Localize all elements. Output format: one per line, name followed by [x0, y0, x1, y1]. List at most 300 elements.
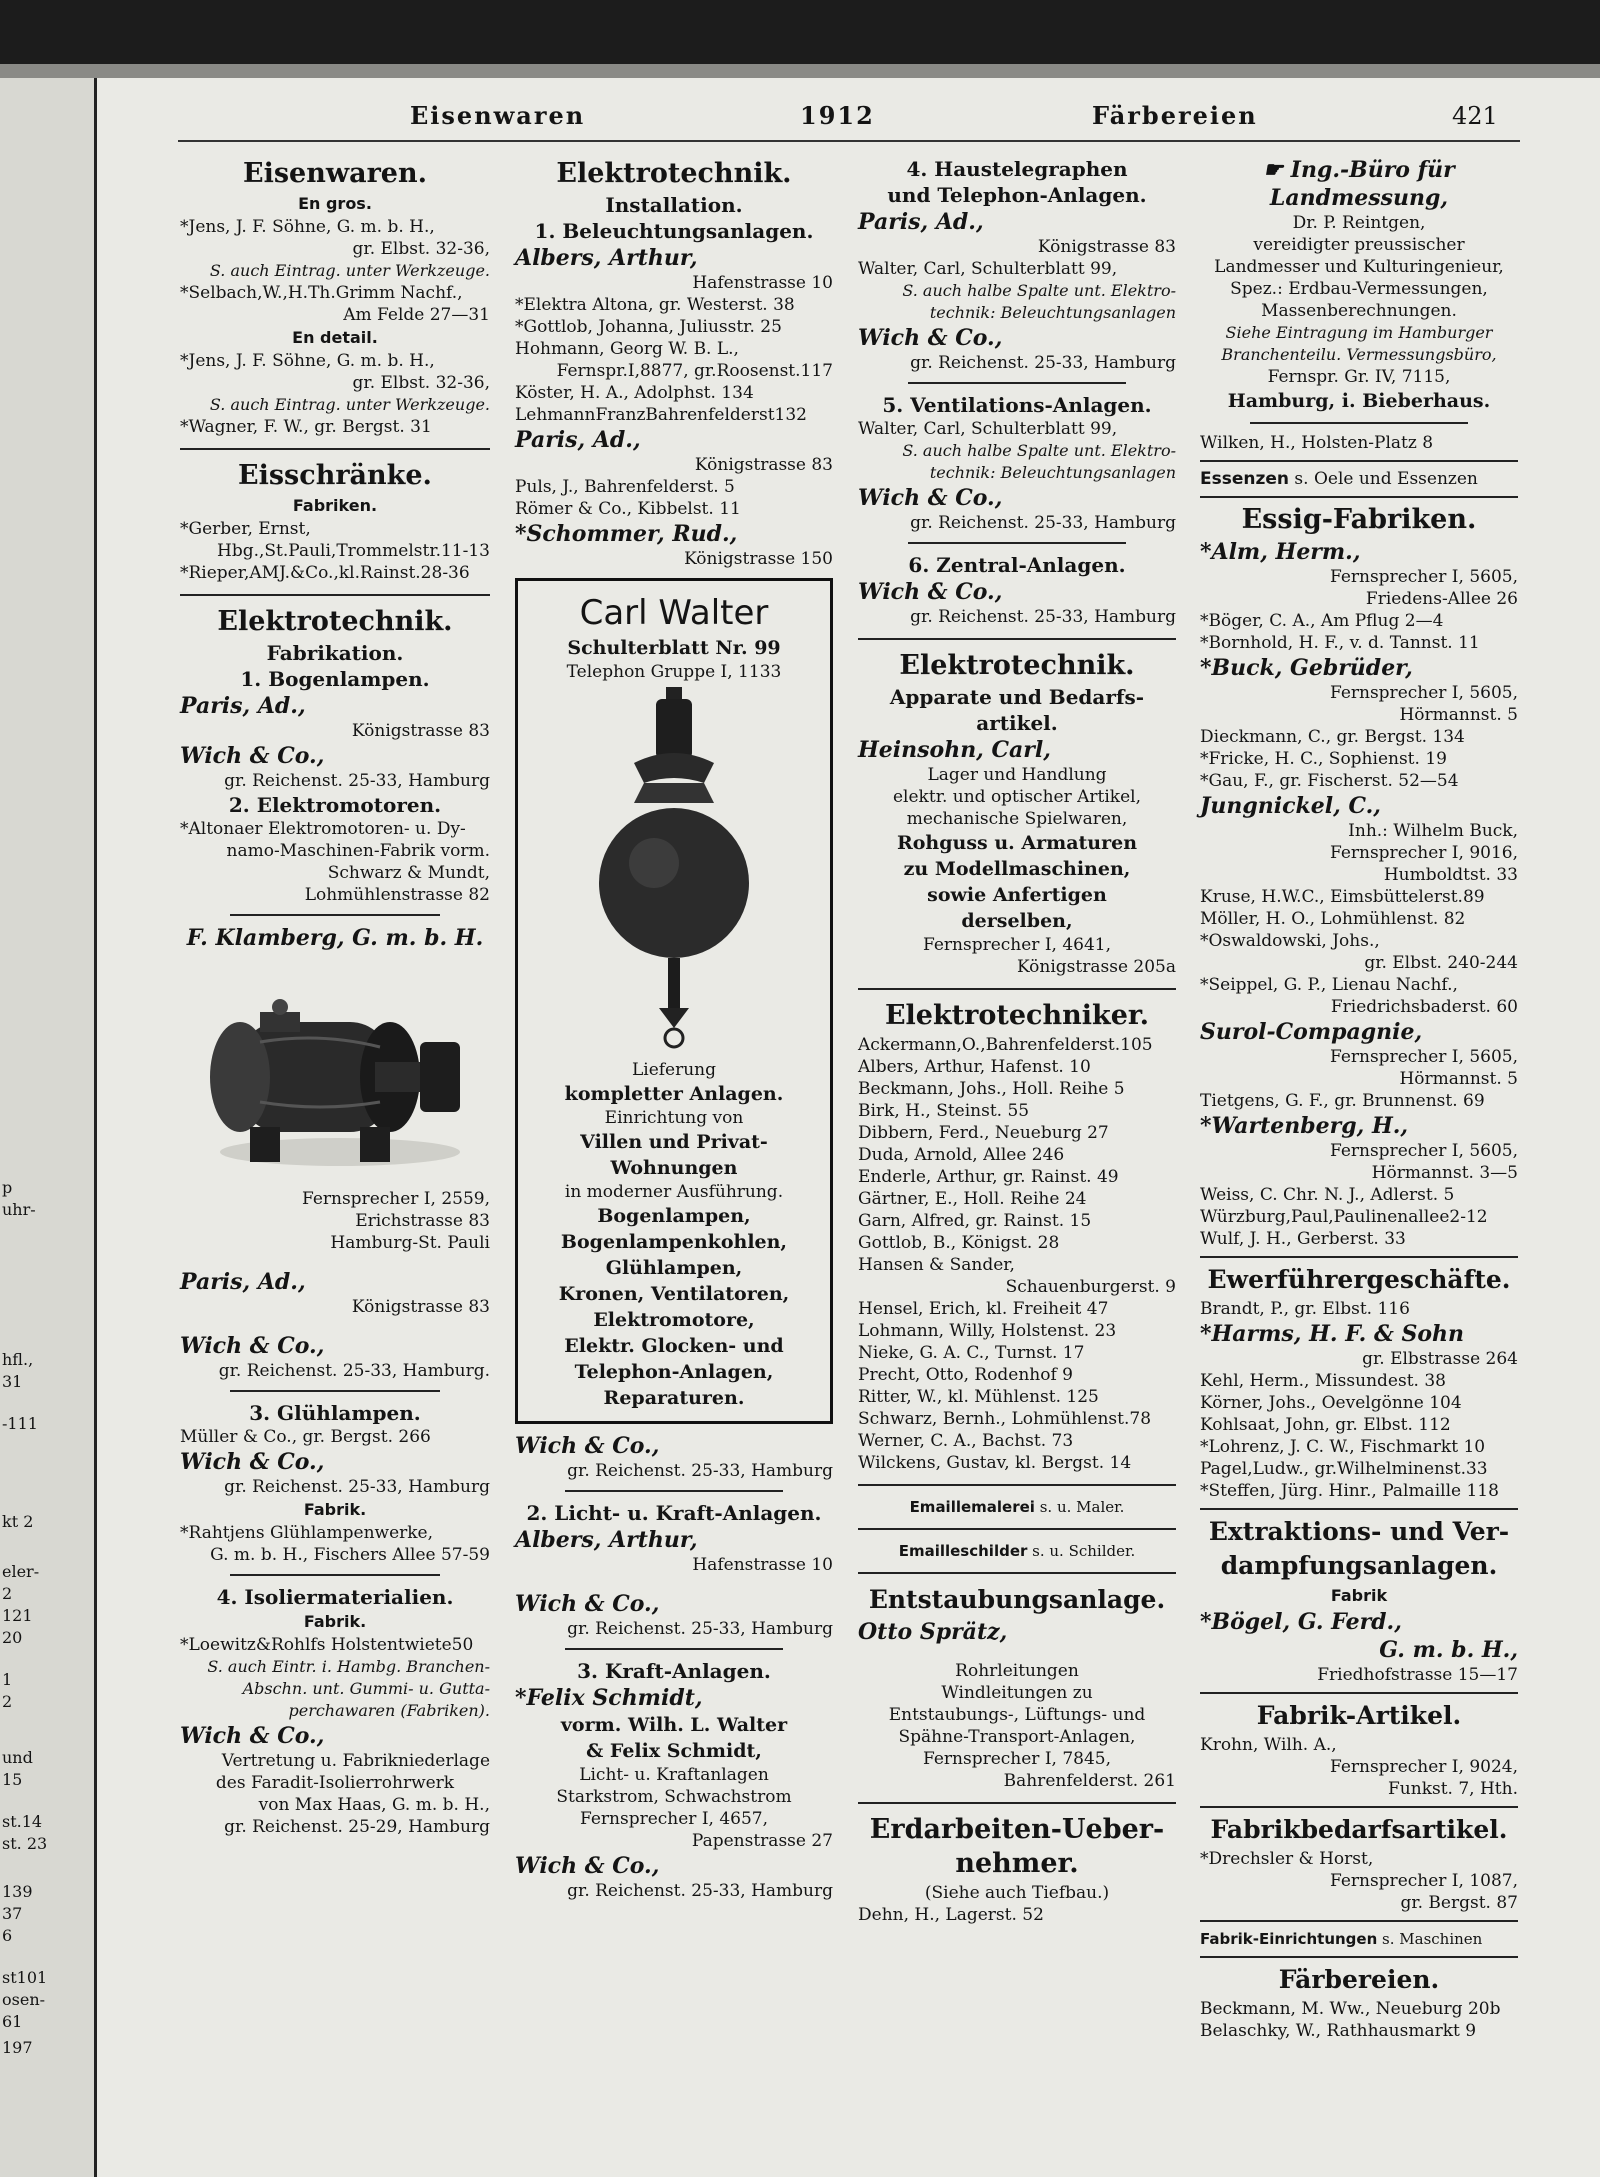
- section-title: Eisenwaren.: [242, 158, 428, 189]
- entry-line: *Oswaldowski, Johs.,: [1200, 931, 1380, 951]
- entry-line: technik: Beleuchtungsanlagen: [929, 463, 1176, 482]
- entry-line: *Gottlob, Johanna, Juliusstr. 25: [515, 317, 782, 337]
- firm-name: Paris, Ad.,: [180, 1269, 306, 1295]
- entry-line: Fernsprecher I, 1087,: [1329, 1871, 1518, 1891]
- entry-line: gr. Reichenst. 25-33, Hamburg: [567, 1461, 833, 1481]
- firm-name: *Schommer, Rud.,: [515, 521, 738, 547]
- subsection-title: 3. Kraft-Anlagen.: [577, 1659, 771, 1683]
- clip-text: st101: [2, 1968, 48, 1987]
- firm-name: Jungnickel, C.,: [1200, 793, 1381, 819]
- column-4: [1200, 156, 1518, 2042]
- entry-line: Walter, Carl, Schulterblatt 99,: [858, 259, 1118, 279]
- short-rule: [230, 1574, 440, 1576]
- clip-text: 2: [2, 1584, 13, 1603]
- entry-line: Starkstrom, Schwachstrom: [556, 1787, 792, 1807]
- running-head-year: 1912: [800, 101, 875, 130]
- entry-line: Hörmannst. 5: [1399, 705, 1518, 725]
- entry-line: Inh.: Wilhelm Buck,: [1348, 821, 1518, 841]
- entry-line: Licht- u. Kraftanlagen: [579, 1765, 769, 1785]
- subsection-title: 4. Isoliermaterialien.: [216, 1585, 454, 1609]
- short-rule: [230, 914, 440, 916]
- firm-name: *Harms, H. F. & Sohn: [1200, 1321, 1465, 1347]
- entry-line: Humboldtst. 33: [1383, 865, 1518, 885]
- section-title: Elektrotechnik.: [899, 650, 1135, 681]
- clip-text: 37: [2, 1904, 23, 1923]
- clip-text: 2: [2, 1692, 13, 1711]
- entry-line: Enderle, Arthur, gr. Rainst. 49: [858, 1167, 1119, 1187]
- subsection-title: Fabrikation.: [266, 641, 404, 665]
- firm-name: Wich & Co.,: [858, 485, 1003, 511]
- entry-line: Werner, C. A., Bachst. 73: [858, 1431, 1074, 1451]
- entry-line: Rohguss u. Armaturen: [896, 832, 1138, 854]
- clip-text: 20: [2, 1628, 23, 1647]
- section-title: Färbereien.: [1278, 1965, 1440, 1994]
- entry-line: gr. Elbst. 32-36,: [352, 373, 490, 393]
- entry-line: *Fricke, H. C., Sophienst. 19: [1200, 749, 1447, 769]
- clip-text: st.14: [2, 1812, 43, 1831]
- entry-line: Fernsprecher I, 4641,: [922, 935, 1112, 955]
- subsection-title: Fabrik: [1330, 1586, 1388, 1605]
- firm-name: G. m. b. H.,: [1379, 1637, 1518, 1663]
- section-rule: [1200, 1508, 1518, 1510]
- entry-line: gr. Elbstrasse 264: [1362, 1349, 1518, 1369]
- section-rule: [858, 638, 1176, 640]
- entry-line: Königstrasse 205a: [1016, 957, 1176, 977]
- entry-line: Dibbern, Ferd., Neueburg 27: [858, 1123, 1109, 1143]
- running-head-right: Färbereien: [1092, 101, 1258, 130]
- entry-line: *Altonaer Elektromotoren- u. Dy-: [180, 819, 466, 839]
- entry-line: Lohmühlenstrasse 82: [304, 885, 490, 905]
- running-head-left: Eisenwaren: [410, 101, 586, 130]
- entry-line: Beckmann, Johs., Holl. Reihe 5: [858, 1079, 1125, 1099]
- entry-line: Königstrasse 150: [684, 549, 833, 569]
- entry-line: Am Felde 27—31: [343, 305, 490, 325]
- entry-line: Dehn, H., Lagerst. 52: [858, 1905, 1044, 1925]
- entry-line: Müller & Co., gr. Bergst. 266: [180, 1427, 431, 1447]
- firm-name: Wich & Co.,: [515, 1433, 660, 1459]
- section-rule: [1200, 1920, 1518, 1922]
- entry-line: Hamburg, i. Bieberhaus.: [1227, 390, 1491, 412]
- scan-top-border: [0, 0, 1600, 78]
- firm-name: Wich & Co.,: [180, 1449, 325, 1475]
- entry-line: Beckmann, M. Ww., Neueburg 20b: [1200, 1999, 1501, 2019]
- entry-line: *Jens, J. F. Söhne, G. m. b. H.,: [180, 351, 435, 371]
- column-1: [180, 156, 490, 1838]
- entry-line: Hafenstrasse 10: [692, 1555, 833, 1575]
- entry-line: Gottlob, B., Königst. 28: [858, 1233, 1060, 1253]
- subsection-title: 5. Ventilations-Anlagen.: [882, 393, 1152, 417]
- advert-line: Elektromotore,: [593, 1309, 755, 1331]
- entry-line: Wilken, H., Holsten-Platz 8: [1200, 433, 1434, 453]
- entry-line: Hbg.,St.Pauli,Trommelstr.11-13: [217, 541, 490, 561]
- section-title: Elektrotechnik.: [556, 158, 792, 189]
- entry-line: LehmannFranzBahrenfelderst132: [515, 405, 807, 425]
- entry-line: Kohlsaat, John, gr. Elbst. 112: [1200, 1415, 1451, 1435]
- entry-line: Hohmann, Georg W. B. L.,: [515, 339, 739, 359]
- section-title: Elektrotechniker.: [884, 1000, 1150, 1031]
- subsection-title: 4. Haustelegraphen: [906, 157, 1128, 181]
- firm-name: Albers, Arthur,: [515, 1527, 698, 1553]
- section-rule: [180, 448, 490, 450]
- advert-line: Bogenlampen,: [597, 1205, 751, 1227]
- firm-name: Wich & Co.,: [858, 579, 1003, 605]
- firm-name: Landmessung,: [1269, 185, 1449, 211]
- subsection-title: artikel.: [976, 711, 1058, 735]
- entry-line: derselben,: [961, 910, 1073, 932]
- short-rule: [230, 1390, 440, 1392]
- entry-line: Brandt, P., gr. Elbst. 116: [1200, 1299, 1410, 1319]
- firm-name: *Wartenberg, H.,: [1200, 1113, 1409, 1139]
- page-number: 421: [1452, 102, 1498, 130]
- entry-line: Ackermann,O.,Bahrenfelderst.105: [858, 1035, 1153, 1055]
- entry-line: sowie Anfertigen: [927, 884, 1107, 906]
- column-2: [515, 156, 833, 1902]
- entry-line: Gärtner, E., Holl. Reihe 24: [858, 1189, 1087, 1209]
- section-rule: [858, 1802, 1176, 1804]
- entry-line: *Seippel, G. P., Lienau Nachf.,: [1200, 975, 1458, 995]
- firm-name: Wich & Co.,: [180, 743, 325, 769]
- entry-line: *Gerber, Ernst,: [180, 519, 311, 539]
- section-rule: [1200, 460, 1518, 462]
- cross-reference: Emailleschilder s. u. Schilder.: [898, 1542, 1136, 1560]
- entry-line: namo-Maschinen-Fabrik vorm.: [226, 841, 490, 861]
- section-rule: [180, 594, 490, 596]
- entry-line: des Faradit-Isolierrohrwerk: [215, 1773, 455, 1793]
- entry-line: gr. Reichenst. 25-33, Hamburg: [910, 607, 1176, 627]
- subsection-title: Fabrik.: [303, 1500, 367, 1519]
- advert-line: Bogenlampenkohlen,: [560, 1231, 788, 1253]
- firm-name: Paris, Ad.,: [180, 693, 306, 719]
- pointing-hand-icon: ☛: [1263, 157, 1291, 183]
- short-rule: [565, 1490, 783, 1492]
- entry-line: Hamburg-St. Pauli: [330, 1233, 490, 1253]
- clip-text: 121: [2, 1606, 33, 1625]
- entry-line: Spez.: Erdbau-Vermessungen,: [1230, 279, 1488, 299]
- carl-walter-advert: [515, 578, 833, 1424]
- entry-line: Albers, Arthur, Hafenst. 10: [858, 1057, 1091, 1077]
- firm-name: Wich & Co.,: [180, 1723, 325, 1749]
- entry-line: Hörmannst. 5: [1399, 1069, 1518, 1089]
- advert-line: Villen und Privat-: [580, 1131, 768, 1153]
- advert-line: Telephon Gruppe I, 1133: [566, 662, 782, 682]
- entry-line: Fernsprecher I, 5605,: [1329, 1047, 1518, 1067]
- entry-line: Königstrasse 83: [351, 1297, 490, 1317]
- entry-line: Fernsprecher I, 5605,: [1329, 567, 1518, 587]
- section-title: Entstaubungsanlage.: [868, 1585, 1166, 1614]
- entry-line: Landmesser und Kulturingenieur,: [1214, 257, 1504, 277]
- entry-line: Fernsprecher I, 5605,: [1329, 683, 1518, 703]
- advert-line: Glühlampen,: [605, 1257, 743, 1279]
- cross-reference: Fabrik-Einrichtungen s. Maschinen: [1200, 1930, 1483, 1948]
- entry-line: Krohn, Wilh. A.,: [1200, 1735, 1337, 1755]
- advert-line: Schulterblatt Nr. 99: [567, 637, 781, 659]
- entry-line: Möller, H. O., Lohmühlenst. 82: [1200, 909, 1466, 929]
- entry-line: Königstrasse 83: [351, 721, 490, 741]
- advert-line: Kronen, Ventilatoren,: [558, 1283, 790, 1305]
- firm-name: Wich & Co.,: [180, 1333, 325, 1359]
- entry-line: Pagel,Ludw., gr.Wilhelminenst.33: [1200, 1459, 1488, 1479]
- short-rule: [908, 382, 1126, 384]
- entry-line: Duda, Arnold, Allee 246: [858, 1145, 1065, 1165]
- entry-line: S. auch Eintr. i. Hambg. Branchen-: [207, 1657, 490, 1676]
- entry-line: *Drechsler & Horst,: [1200, 1849, 1374, 1869]
- advert-title: Carl Walter: [579, 593, 769, 633]
- firm-name: *Bögel, G. Ferd.,: [1200, 1609, 1402, 1635]
- cross-reference: Essenzen s. Oele und Essenzen: [1200, 469, 1478, 489]
- firm-name: F. Klamberg, G. m. b. H.: [186, 925, 484, 951]
- entry-line: Fernspr. Gr. IV, 7115,: [1267, 367, 1451, 387]
- entry-line: *Wagner, F. W., gr. Bergst. 31: [180, 417, 432, 437]
- entry-line: Tietgens, G. F., gr. Brunnenst. 69: [1200, 1091, 1485, 1111]
- clip-text: 6: [2, 1926, 13, 1945]
- clip-text: st. 23: [2, 1834, 48, 1853]
- entry-line: G. m. b. H., Fischers Allee 57-59: [210, 1545, 490, 1565]
- subsection-title: En gros.: [298, 194, 372, 213]
- clip-text: hfl.,: [2, 1350, 34, 1369]
- entry-line: Nieke, G. A. C., Turnst. 17: [858, 1343, 1085, 1363]
- subsection-title: Apparate und Bedarfs-: [889, 685, 1145, 709]
- firm-name: Surol-Compagnie,: [1200, 1019, 1423, 1045]
- entry-line: *Rieper,AMJ.&Co.,kl.Rainst.28-36: [180, 563, 470, 583]
- firm-name: *Felix Schmidt,: [515, 1685, 703, 1711]
- clip-text: 1: [2, 1670, 13, 1689]
- subsection-title: En detail.: [292, 328, 378, 347]
- clip-text: und: [2, 1748, 33, 1767]
- entry-line: Friedhofstrasse 15—17: [1317, 1665, 1518, 1685]
- entry-line: Hörmannst. 3—5: [1371, 1163, 1518, 1183]
- entry-line: S. auch Eintrag. unter Werkzeuge.: [209, 261, 490, 280]
- short-rule: [1250, 422, 1468, 424]
- subsection-title: Fabriken.: [292, 496, 378, 515]
- firm-name: Paris, Ad.,: [515, 427, 641, 453]
- entry-line: Dieckmann, C., gr. Bergst. 134: [1200, 727, 1465, 747]
- firm-name: Wich & Co.,: [515, 1591, 660, 1617]
- entry-line: Entstaubungs-, Lüftungs- und: [888, 1705, 1146, 1725]
- clip-text: p: [2, 1178, 13, 1197]
- entry-line: Hansen & Sander,: [858, 1255, 1015, 1275]
- clip-text: 61: [2, 2012, 23, 2031]
- entry-line: gr. Bergst. 87: [1400, 1893, 1518, 1913]
- entry-line: Fernsprecher I, 7845,: [922, 1749, 1112, 1769]
- entry-line: von Max Haas, G. m. b. H.,: [258, 1795, 490, 1815]
- entry-line: gr. Reichenst. 25-33, Hamburg: [567, 1881, 833, 1901]
- entry-line: Branchenteilu. Vermessungsbüro,: [1221, 345, 1497, 364]
- entry-line: *Jens, J. F. Söhne, G. m. b. H.,: [180, 217, 435, 237]
- entry-line: *Böger, C. A., Am Pflug 2—4: [1200, 611, 1444, 631]
- entry-line: Schauenburgerst. 9: [1005, 1277, 1176, 1297]
- entry-line: Belaschky, W., Rathhausmarkt 9: [1200, 2021, 1477, 2041]
- entry-line: Siehe Eintragung im Hamburger: [1225, 323, 1493, 342]
- clip-text: 197: [2, 2038, 33, 2057]
- section-rule: [858, 988, 1176, 990]
- firm-name: *Alm, Herm.,: [1200, 539, 1361, 565]
- entry-line: Lager und Handlung: [927, 765, 1107, 785]
- entry-line: *Lohrenz, J. C. W., Fischmarkt 10: [1200, 1437, 1486, 1457]
- entry-line: Birk, H., Steinst. 55: [858, 1101, 1030, 1121]
- entry-line: gr. Reichenst. 25-29, Hamburg: [224, 1817, 490, 1837]
- section-title: Fabrikbedarfsartikel.: [1210, 1815, 1508, 1844]
- advert-line: Wohnungen: [610, 1157, 738, 1179]
- clip-text: 31: [2, 1372, 23, 1391]
- entry-line: Körner, Johs., Oevelgönne 104: [1200, 1393, 1462, 1413]
- section-title: dampfungsanlagen.: [1220, 1551, 1498, 1580]
- entry-line: Fernsprecher I, 9024,: [1329, 1757, 1518, 1777]
- entry-line: gr. Reichenst. 25-33, Hamburg: [224, 1477, 490, 1497]
- subsection-title: Installation.: [605, 193, 743, 217]
- entry-line: *Steffen, Jürg. Hinr., Palmaille 118: [1200, 1481, 1499, 1501]
- section-title: Eisschränke.: [238, 460, 432, 491]
- clip-text: osen-: [2, 1990, 46, 2009]
- entry-line: technik: Beleuchtungsanlagen: [929, 303, 1176, 322]
- lamp-illustration: [574, 683, 774, 1053]
- entry-line: vereidigter preussischer: [1253, 235, 1465, 255]
- section-rule: [858, 1572, 1176, 1574]
- entry-line: Friedens-Allee 26: [1365, 589, 1518, 609]
- advert-line: Einrichtung von: [604, 1108, 744, 1128]
- entry-line: Köster, H. A., Adolphst. 134: [515, 383, 754, 403]
- advert-line: Telephon-Anlagen,: [574, 1361, 774, 1383]
- entry-line: *Elektra Altona, gr. Westerst. 38: [515, 295, 795, 315]
- entry-line: Massenberechnungen.: [1261, 301, 1457, 321]
- entry-line: gr. Reichenst. 25-33, Hamburg.: [218, 1361, 490, 1381]
- section-rule: [858, 1484, 1176, 1486]
- section-title: Erdarbeiten-Ueber-: [869, 1814, 1165, 1845]
- entry-line: Kruse, H.W.C., Eimsbüttelerst.89: [1200, 887, 1485, 907]
- subsection-title: 6. Zentral-Anlagen.: [908, 553, 1126, 577]
- advert-line: Elektr. Glocken- und: [564, 1335, 784, 1357]
- entry-line: Wilckens, Gustav, kl. Bergst. 14: [858, 1453, 1132, 1473]
- entry-line: *Gau, F., gr. Fischerst. 52—54: [1200, 771, 1459, 791]
- clip-text: 139: [2, 1882, 33, 1901]
- entry-line: Schwarz, Bernh., Lohmühlenst.78: [858, 1409, 1152, 1429]
- entry-line: Rohrleitungen: [955, 1661, 1079, 1681]
- clip-text: eler-: [2, 1562, 40, 1581]
- entry-line: Hafenstrasse 10: [692, 273, 833, 293]
- entry-line: Kehl, Herm., Missundest. 38: [1200, 1371, 1446, 1391]
- entry-line: gr. Reichenst. 25-33, Hamburg: [910, 353, 1176, 373]
- entry-line: Friedrichsbaderst. 60: [1330, 997, 1518, 1017]
- entry-line: Spähne-Transport-Anlagen,: [898, 1727, 1136, 1747]
- subsection-title: und Telephon-Anlagen.: [887, 183, 1147, 207]
- subsection-title: Fabrik.: [303, 1612, 367, 1631]
- header-rule: [178, 140, 1520, 142]
- entry-line: *Rahtjens Glühlampenwerke,: [180, 1523, 434, 1543]
- section-rule: [1200, 496, 1518, 498]
- entry-line: Ritter, W., kl. Mühlenst. 125: [858, 1387, 1099, 1407]
- entry-line: S. auch Eintrag. unter Werkzeuge.: [209, 395, 490, 414]
- entry-line: Römer & Co., Kibbelst. 11: [515, 499, 741, 519]
- page-gutter: [94, 78, 97, 2177]
- firm-name: Albers, Arthur,: [515, 245, 698, 271]
- entry-line: Lohmann, Willy, Holstenst. 23: [858, 1321, 1117, 1341]
- entry-line: & Felix Schmidt,: [586, 1740, 762, 1762]
- entry-line: Fernsprecher I, 2559,: [301, 1189, 490, 1209]
- entry-line: gr. Reichenst. 25-33, Hamburg: [224, 771, 490, 791]
- advert-line: kompletter Anlagen.: [564, 1083, 784, 1105]
- entry-line: Bahrenfelderst. 261: [1003, 1771, 1176, 1791]
- clip-text: 15: [2, 1770, 23, 1789]
- entry-line: Königstrasse 83: [694, 455, 833, 475]
- entry-line: Fernsprecher I, 5605,: [1329, 1141, 1518, 1161]
- clip-text: -111: [2, 1414, 38, 1433]
- cross-reference: Emaillemalerei s. u. Maler.: [909, 1498, 1125, 1516]
- entry-line: Hensel, Erich, kl. Freiheit 47: [858, 1299, 1109, 1319]
- previous-page-strip: [0, 78, 96, 2177]
- entry-line: Abschn. unt. Gummi- u. Gutta-: [242, 1679, 490, 1698]
- subsection-title: 2. Licht- u. Kraft-Anlagen.: [526, 1501, 822, 1525]
- firm-name: Wich & Co.,: [515, 1853, 660, 1879]
- entry-line: Wulf, J. H., Gerberst. 33: [1200, 1229, 1406, 1249]
- firm-name: Otto Sprätz,: [858, 1619, 1008, 1645]
- entry-line: Schwarz & Mundt,: [327, 863, 490, 883]
- entry-line: gr. Reichenst. 25-33, Hamburg: [567, 1619, 833, 1639]
- entry-line: Funkst. 7, Hth.: [1388, 1779, 1518, 1799]
- section-title: Ewerführergeschäfte.: [1207, 1265, 1511, 1294]
- entry-line: S. auch halbe Spalte unt. Elektro-: [902, 441, 1176, 460]
- entry-line: *Loewitz&Rohlfs Holstentwiete50: [180, 1635, 474, 1655]
- section-rule: [1200, 1692, 1518, 1694]
- clip-text: uhr-: [2, 1200, 36, 1219]
- subsection-title: 3. Glühlampen.: [249, 1401, 421, 1425]
- entry-line: Vertretung u. Fabrikniederlage: [221, 1751, 490, 1771]
- entry-line: gr. Elbst. 32-36,: [352, 239, 490, 259]
- subsection-title: 2. Elektromotoren.: [228, 793, 442, 817]
- section-rule: [858, 1528, 1176, 1530]
- section-title: Elektrotechnik.: [217, 606, 453, 637]
- entry-line: Puls, J., Bahrenfelderst. 5: [515, 477, 735, 497]
- column-3: [858, 156, 1176, 1926]
- electric-motor-illustration: [180, 952, 490, 1182]
- firm-name: ☛ Ing.-Büro für: [1263, 157, 1455, 183]
- subsection-title: 1. Beleuchtungsanlagen.: [534, 219, 814, 243]
- entry-line: (Siehe auch Tiefbau.): [924, 1883, 1110, 1903]
- entry-line: Fernsprecher I, 9016,: [1329, 843, 1518, 863]
- section-title: nehmer.: [955, 1848, 1079, 1879]
- entry-line: Königstrasse 83: [1037, 237, 1176, 257]
- entry-line: Würzburg,Paul,Paulinenallee2-12: [1200, 1207, 1488, 1227]
- entry-line: Weiss, C. Chr. N. J., Adlerst. 5: [1200, 1185, 1455, 1205]
- entry-line: Fernsprecher I, 4657,: [579, 1809, 769, 1829]
- entry-line: Papenstrasse 27: [691, 1831, 833, 1851]
- entry-line: perchawaren (Fabriken).: [288, 1701, 490, 1720]
- section-rule: [1200, 1956, 1518, 1958]
- entry-line: *Bornhold, H. F., v. d. Tannst. 11: [1200, 633, 1480, 653]
- firm-name: *Buck, Gebrüder,: [1200, 655, 1413, 681]
- advert-line: Lieferung: [631, 1060, 717, 1080]
- clip-text: kt 2: [2, 1512, 34, 1531]
- entry-line: S. auch halbe Spalte unt. Elektro-: [902, 281, 1176, 300]
- entry-line: Dr. P. Reintgen,: [1292, 213, 1426, 233]
- section-title: Essig-Fabriken.: [1241, 504, 1477, 535]
- short-rule: [565, 1648, 783, 1650]
- section-title: Fabrik-Artikel.: [1256, 1701, 1462, 1730]
- entry-line: Windleitungen zu: [941, 1683, 1093, 1703]
- entry-line: gr. Elbst. 240-244: [1364, 953, 1518, 973]
- section-rule: [1200, 1256, 1518, 1258]
- entry-line: Garn, Alfred, gr. Rainst. 15: [858, 1211, 1092, 1231]
- entry-line: Fernspr.I,8877, gr.Roosenst.117: [556, 361, 833, 381]
- firm-name: Heinsohn, Carl,: [858, 737, 1051, 763]
- entry-line: *Selbach,W.,H.Th.Grimm Nachf.,: [180, 283, 463, 303]
- entry-line: vorm. Wilh. L. Walter: [560, 1714, 788, 1736]
- section-rule: [1200, 1806, 1518, 1808]
- subsection-title: 1. Bogenlampen.: [240, 667, 430, 691]
- firm-name: Wich & Co.,: [858, 325, 1003, 351]
- entry-line: elektr. und optischer Artikel,: [893, 787, 1141, 807]
- section-title: Extraktions- und Ver-: [1208, 1517, 1510, 1546]
- entry-line: Erichstrasse 83: [355, 1211, 490, 1231]
- entry-line: Walter, Carl, Schulterblatt 99,: [858, 419, 1118, 439]
